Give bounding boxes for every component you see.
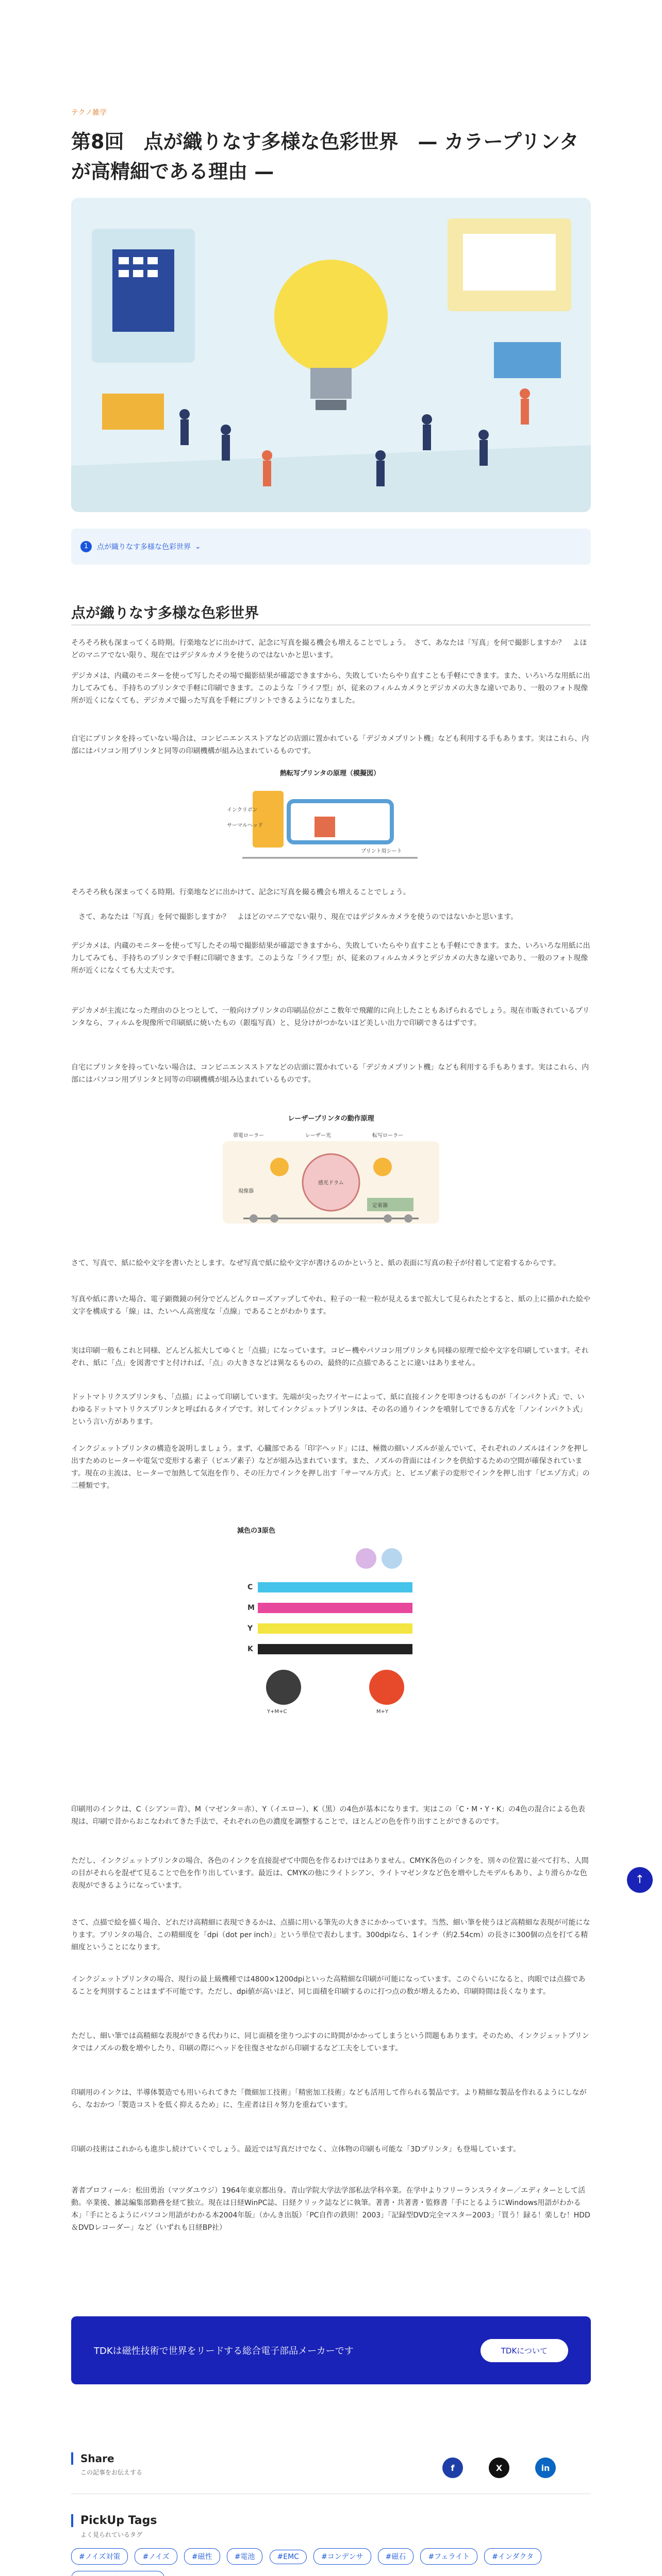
figure-thermal-printer xyxy=(222,768,438,871)
tag[interactable]: #ノイズ対策 xyxy=(71,2548,128,2565)
paragraph: 印刷用のインクは、C（シアン＝青）、M（マゼンタ＝赤）、Y（イエロー）、K（黒）の4色が基本になります。実はこの「C・M・Y・K」の4色の混合による色表現は、印刷で昔からおこなわれてきた手法で、それぞれの色の濃度を調整することで、ほとんどの色を作り出すことができるのです。 xyxy=(71,1805,585,1826)
row-label: M xyxy=(247,1604,255,1612)
paragraph: ただし、インクジェットプリンタの場合、各色のインクを直接混ぜて中間色を作るわけではありません。CMYK各色のインクを、別々の位置に並べて打ち、人間の目がそれらを混ぜて見ることで色を作り出しています。最近は、CMYKの他にライトシアン、ライトマゼンタなど色を増やしたモデルもあり、より滑らかな色表現ができるようになっています。 xyxy=(71,1857,589,1890)
toc-item[interactable]: 点が織りなす多様な色彩世界 xyxy=(97,543,191,551)
figure-subtractive-colors xyxy=(237,1525,423,1721)
table-of-contents[interactable] xyxy=(71,529,591,565)
toc-number-icon: 1 xyxy=(80,541,92,552)
share-subtitle: この記事をお伝えする xyxy=(80,2469,143,2476)
section-heading: 点が織りなす多様な色彩世界 xyxy=(71,604,259,621)
figure-caption: 減色の3原色 xyxy=(237,1527,276,1535)
share-title: Share xyxy=(71,2452,591,2465)
paragraph: 印刷の技術はこれからも進歩し続けていくでしょう。最近では写真だけでなく、立体物の印刷も可能な「3Dプリンタ」も登場しています。 xyxy=(71,2145,521,2154)
paragraph: インクジェットプリンタの場合、現行の最上級機種では4800×1200dpiといった高精細な印刷が可能になっています。このぐらいになると、肉眼では点描であることを判別することはまず不可能です。ただし、dpi値が高いほど、同じ面積を印刷するのに打つ点の数が増えるため、印刷時間は長くなります。 xyxy=(71,1975,586,1996)
paragraph: インクジェットプリンタの構造を説明しましょう。まず、心臓部である「印字ヘッド」には、極微の細いノズルが並んでいて、それぞれのノズルはインクを押し出すためのヒーターや電気で変形する素子（ピエゾ素子）などが組み込まれています。また、ノズルの背面にはインクを供給するための空間が確保されています。現在の主流は、ヒーターで加熱して気泡を作り、その圧力でインクを押し出す「サーマル方式」と、ピエゾ素子の変形でインクを押し出す「ピエゾ方式」の二種類です。 xyxy=(71,1445,590,1490)
paragraph: 写真や紙に書いた場合、電子顕微鏡の何分でどんどんクローズアップしてやれ、粒子の一粒一粒が見えるまで拡大して見られたとすると、紙の上に描かれた絵や文字を構成する「線」は、たいへん高密度な「点線」であることがわかります。 xyxy=(71,1295,591,1316)
figure-laser-printer xyxy=(202,1113,460,1236)
pickup-tags-section xyxy=(71,2514,591,2576)
linkedin-icon[interactable]: in xyxy=(535,2458,556,2478)
legend-label: M+Y xyxy=(376,1709,389,1715)
paragraph: デジカメは、内蔵のモニターを使って写したその場で撮影結果が確認できますから、失敗していたらやり直すことも手軽にできます。また、いろいろな用紙に出力してみても、手持ちのプリンタで手軽に印刷できます。このような「ライフ型」が、従来のフィルムカメラとデジカメの大きな違いであり、一般のフォト現像所が近くになくても、デジカメで撮った写真を手軽にプリントできるようになりました。 xyxy=(71,672,590,705)
facebook-icon[interactable]: f xyxy=(442,2458,463,2478)
share-section xyxy=(71,2452,591,2483)
paragraph: さて、写真で、紙に絵や文字を書いたとします。なぜ写真で紙に絵や文字が書けるのかというと、紙の表面に写真の粒子が付着して定着するからです。 xyxy=(71,1259,561,1267)
about-tdk-button[interactable]: TDKについて xyxy=(481,2339,568,2362)
scroll-top-button[interactable]: ↑ xyxy=(627,1867,653,1893)
row-label: K xyxy=(247,1645,253,1653)
figure-label: プリント用シート xyxy=(361,849,402,854)
tag[interactable] xyxy=(71,2571,164,2576)
divider xyxy=(71,624,591,625)
figure-label: 帯電ローラー xyxy=(233,1133,264,1139)
paragraph: ただし、細い筆では高精細な表現ができる代わりに、同じ面積を塗りつぶすのに時間がかかってしまうという問題もあります。そのため、インクジェットプリンタではノズルの数を増やしたり、印刷の際にヘッドを往復させながら印刷するなど工夫をしています。 xyxy=(71,2032,589,2053)
tag[interactable]: #フェライト xyxy=(420,2548,477,2565)
tag[interactable]: #ノイズ xyxy=(135,2548,177,2565)
tag[interactable]: #電池 xyxy=(227,2548,263,2565)
tags-title: PickUp Tags xyxy=(71,2514,591,2527)
figure-label: 感光ドラム xyxy=(318,1180,344,1186)
paragraph: 自宅にプリンタを持っていない場合は、コンビニエンスストアなどの店頭に置かれている「デジカメプリント機」なども利用する手もあります。実はこれら、内部にはパソコン用プリンタと同等の印刷機構が組み込まれているものです。 xyxy=(71,1063,589,1084)
figure-label: インクリボン xyxy=(227,807,258,813)
x-icon[interactable]: X xyxy=(489,2458,509,2478)
figure-caption: レーザープリンタの動作原理 xyxy=(288,1115,374,1123)
paragraph: デジカメは、内蔵のモニターを使って写したその場で撮影結果が確認できますから、失敗していたらやり直すことも手軽にできます。また、いろいろな用紙に出力してみても、手持ちのプリンタで手軽に印刷できます。このような「ライフ型」が、従来のフィルムカメラとデジカメの大きな違いであり、一般のフォト現像所が近くになくても大丈夫です。 xyxy=(71,942,590,975)
paragraph: ドットマトリクスプリンタも、「点描」によって印刷しています。先端が尖ったワイヤーによって、紙に直接インクを叩きつけるものが「インパクト式」で、いわゆるドットマトリクスプリンタと呼ばれるタイプです。対してインクジェットプリンタは、その名の通りインクを噴射してできる方式を「ノンインパクト式」という言い方があります。 xyxy=(71,1393,587,1426)
figure-label: サーマルヘッド xyxy=(227,823,263,828)
paragraph: 自宅にプリンタを持っていない場合は、コンビニエンスストアなどの店頭に置かれている「デジカメプリント機」なども利用する手もあります。実はこれら、内部にはパソコン用プリンタと同等の印刷機構が組み込まれているものです。 xyxy=(71,735,589,755)
figure-label: 定着器 xyxy=(372,1203,388,1209)
page-title: 第8回 点が織りなす多様な色彩世界 — カラープリンタが高精細である理由 — xyxy=(71,130,579,183)
banner-text: TDKは磁性技術で世界をリードする総合電子部品メーカーです xyxy=(94,2346,354,2357)
category-link[interactable]: テクノ雑学 xyxy=(71,109,107,117)
paragraph: デジカメが主流になった理由のひとつとして、一般向けプリンタの印刷品位がここ数年で飛躍的に向上したこともあげられるでしょう。現在市販されているプリンタなら、フィルムを現像所で印刷紙に焼いたもの（銀塩写真）と、見分けがつかないほど美しい出力で印刷できるはずです。 xyxy=(71,1007,590,1027)
paragraph: そろそろ秋も深まってくる時期。行楽地などに出かけて、記念に写真を撮る機会も増えることでしょう。 xyxy=(71,888,410,896)
legend-label: Y+M+C xyxy=(267,1709,287,1715)
hero-image xyxy=(71,198,591,512)
tags-subtitle: よく見られているタグ xyxy=(80,2531,143,2538)
row-label: Y xyxy=(247,1624,253,1633)
tag[interactable]: #インダクタ xyxy=(484,2548,541,2565)
tag-list xyxy=(71,2548,591,2576)
tdk-banner[interactable] xyxy=(71,2316,591,2384)
figure-label: 転写ローラー xyxy=(372,1133,403,1139)
tag[interactable]: #磁性 xyxy=(184,2548,220,2565)
tag[interactable]: #EMC xyxy=(270,2550,307,2564)
figure-label: レーザー光 xyxy=(305,1133,331,1139)
paragraph: さて、あなたは「写真」を何で撮影しますか？ よほどのマニアでない限り、現在ではデジタルカメラを使うのではないかと思います。 xyxy=(71,913,518,921)
figure-caption: 熱転写プリンタの原理（模擬図） xyxy=(280,770,380,777)
author-profile: 著者プロフィール：松田勇治（マツダユウジ）1964年東京都出身。青山学院大学法学部私法学科卒業。在学中よりフリーランスライター／エディターとして活動。卒業後、雑誌編集部勤務を経て独立。現在は日経WinPC誌、日経クリック誌などに執筆。著書・共著書・監修書「手にとるようにWindows用語がわかる本」「手にとるようにパソコン用語がわかる本2004年版」（かんき出版）「PC自作の鉄則！2003」「記録型DVD完全マスター2003」「買う！録る！楽しむ！HDD＆DVDレコーダー」など（いずれも日経BP社） xyxy=(71,2187,590,2232)
paragraph: そろそろ秋も深まってくる時期。行楽地などに出かけて、記念に写真を撮る機会も増えることでしょう。 さて、あなたは「写真」を何で撮影しますか？ よほどのマニアでない限り、現在ではデジタルカメラを使うのではないかと思います。 xyxy=(71,639,587,659)
paragraph: 実は印刷一般もこれと同様、どんどん拡大してゆくと「点描」になっています。コピー機やパソコン用プリンタも同様の原理で絵や文字を印刷しています。それぞれ、紙に「点」を図書ですと付ければ、「点」の大きさなどは異なるものの、最終的に点描であることに違いはありません。 xyxy=(71,1347,589,1367)
figure-label: 現像器 xyxy=(238,1189,254,1194)
paragraph: さて、点描で絵を描く場合、どれだけ高精細に表現できるかは、点描に用いる筆先の大きさにかかっています。当然、細い筆を使うほど高精細な表現が可能になります。プリンタの場合、この精細度を「dpi（dot per inch）」という単位で表わします。300dpiなら、1インチ（約2.54cm）の長さに300個の点を打てる精細度ということになります。 xyxy=(71,1919,590,1952)
chevron-down-icon[interactable]: ⌄ xyxy=(195,543,201,551)
paragraph: 印刷用のインクは、半導体製造でも用いられてきた「微細加工技術」「精密加工技術」なども活用して作られる製品です。より精細な製品を作れるようにしながら、なおかつ「製造コストを低く抑えるため」に、生産者は日々努力を重ねています。 xyxy=(71,2089,587,2109)
row-label: C xyxy=(247,1583,253,1591)
tag[interactable]: #コンデンサ xyxy=(313,2548,371,2565)
tag[interactable]: #磁石 xyxy=(378,2548,414,2565)
